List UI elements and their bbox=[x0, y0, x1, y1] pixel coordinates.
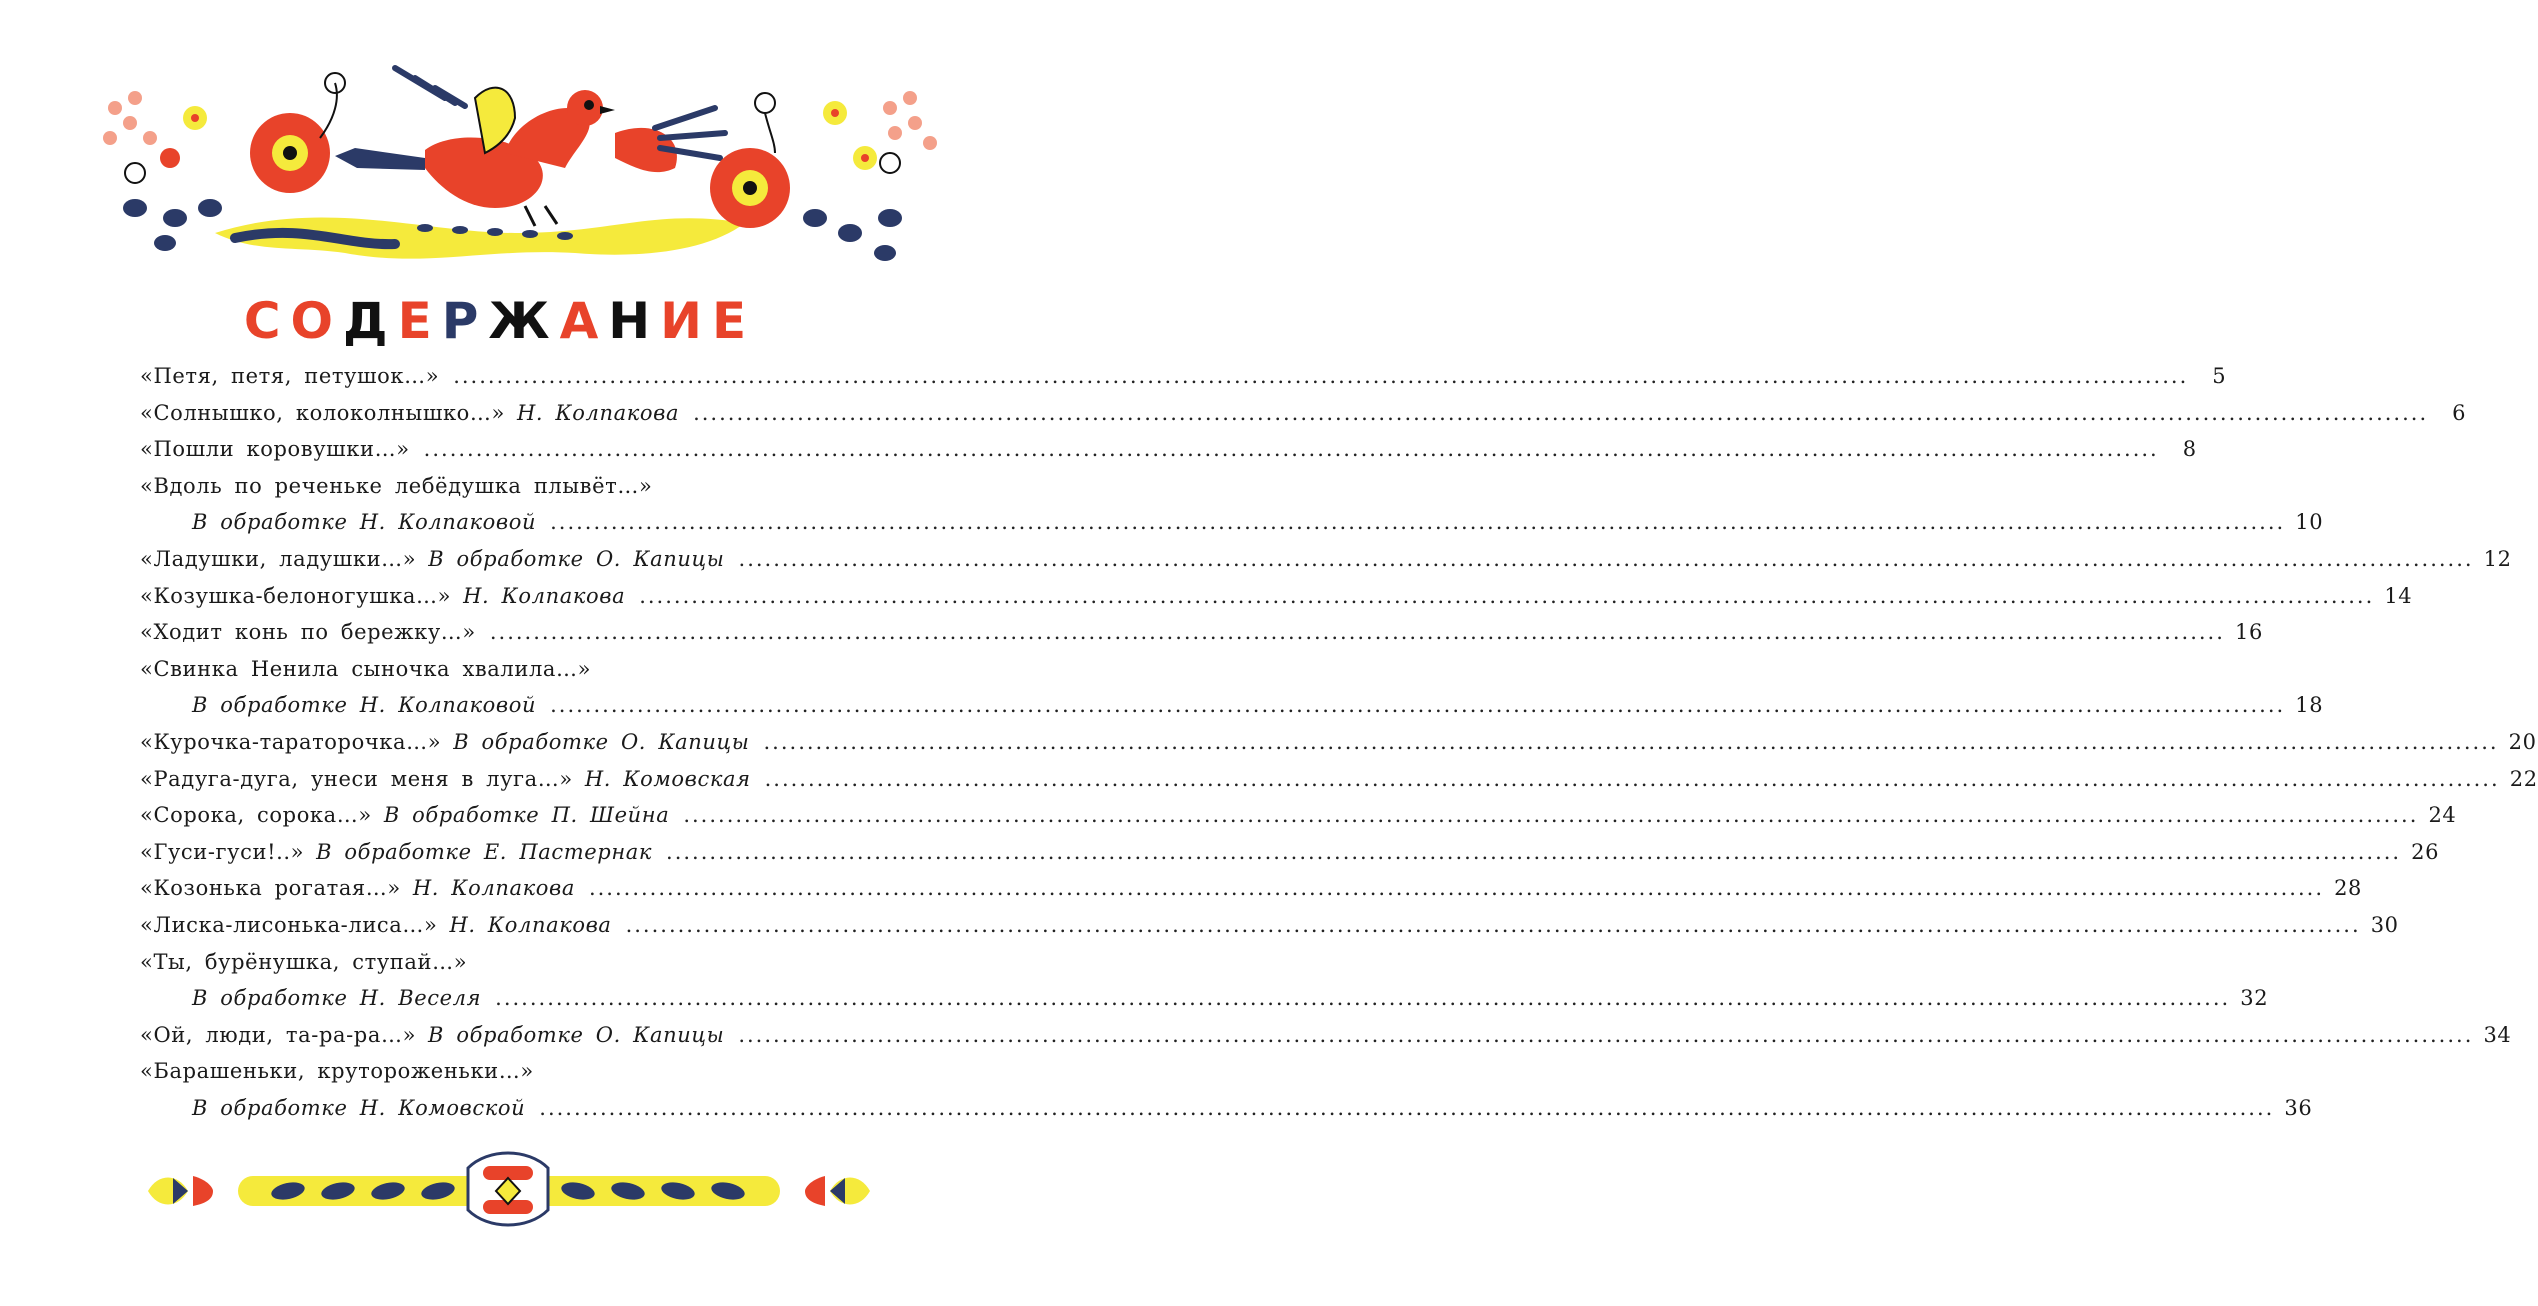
toc-leader-dots: ........................................................................................................................................................................................................ bbox=[738, 1022, 2474, 1047]
toc-leader-dots: ........................................................................................................................................................................................................ bbox=[588, 876, 2325, 901]
toc-entry-title: «Ладушки, ладушки…» bbox=[140, 546, 417, 571]
toc-page-number: 32 bbox=[2240, 986, 2269, 1011]
toc-entry bbox=[140, 1022, 2512, 1060]
toc-entry bbox=[140, 437, 2197, 474]
toc-leader-dots: ........................................................................................................................................................................................................ bbox=[639, 583, 2375, 608]
toc-entry bbox=[140, 583, 2413, 621]
toc-entry-title: «Лиска-лисонька-лиса…» bbox=[140, 912, 438, 937]
toc-leader-dots: ........................................................................................................................................................................................................ bbox=[550, 510, 2286, 535]
toc-page-number: 34 bbox=[2483, 1022, 2512, 1047]
toc-leader-dots: ........................................................................................................................................................................................................ bbox=[764, 766, 2500, 791]
toc-entry-author: Н. Колпакова bbox=[516, 400, 680, 425]
toc-entry-title: «Солнышко, колоколнышко…» bbox=[140, 400, 505, 425]
toc-entry-author: В обработке Н. Колпаковой bbox=[192, 510, 537, 535]
toc-entry bbox=[140, 839, 2440, 877]
toc-entry-author: Н. Колпакова bbox=[463, 583, 626, 608]
toc-entry bbox=[140, 986, 2269, 1023]
toc-entry bbox=[140, 729, 2537, 767]
folk-border-ornament-icon bbox=[138, 1148, 880, 1230]
toc-leader-dots: ........................................................................................................................................................................................................ bbox=[539, 1095, 2275, 1120]
table-of-contents bbox=[140, 364, 2538, 1132]
toc-entry-author: В обработке Н. Комовской bbox=[192, 1095, 526, 1120]
toc-leader-dots: ........................................................................................................................................................................................................ bbox=[489, 620, 2225, 645]
toc-entry-title: «Гуси-гуси!..» bbox=[140, 839, 305, 864]
toc-page-number: 6 bbox=[2452, 400, 2467, 425]
toc-entry-author: В обработке П. Шейна bbox=[383, 803, 670, 828]
toc-entry bbox=[140, 803, 2457, 840]
toc-entry bbox=[140, 693, 2324, 730]
toc-entry-title: «Вдоль по реченьке лебёдушка плывёт…» bbox=[140, 473, 653, 498]
toc-entry-title: «Радуга-дуга, унеси меня в луга…» bbox=[140, 766, 573, 791]
toc-entry-author: Н. Колпакова bbox=[449, 912, 612, 937]
toc-entry-title: «Козонька рогатая…» bbox=[140, 876, 401, 901]
toc-entry-author: В обработке Н. Веселя bbox=[192, 986, 482, 1011]
toc-page-number: 28 bbox=[2334, 876, 2363, 901]
toc-entry bbox=[140, 364, 2227, 401]
toc-leader-dots: ........................................................................................................................................................................................................ bbox=[625, 912, 2361, 937]
toc-entry-title: «Сорока, сорока…» bbox=[140, 803, 372, 828]
toc-page-number: 20 bbox=[2508, 729, 2537, 754]
toc-entry-author: В обработке О. Капицы bbox=[453, 729, 750, 754]
toc-entry-title: «Барашеньки, крутороженьки…» bbox=[140, 1059, 534, 1084]
toc-page-number: 8 bbox=[2182, 437, 2197, 462]
toc-entry bbox=[140, 1059, 890, 1096]
toc-leader-dots: ........................................................................................................................................................................................................ bbox=[423, 437, 2159, 462]
toc-page-number: 26 bbox=[2411, 839, 2440, 864]
toc-page-number: 10 bbox=[2295, 510, 2324, 535]
toc-entry-title: «Козушка-белоногушка…» bbox=[140, 583, 452, 608]
toc-entry-title: «Свинка Ненила сыночка хвалила…» bbox=[140, 656, 592, 681]
toc-leader-dots: ........................................................................................................................................................................................................ bbox=[738, 546, 2474, 571]
toc-entry bbox=[140, 912, 2399, 950]
page-title: СОДЕРЖАНИЕ bbox=[243, 292, 757, 350]
toc-leader-dots: ........................................................................................................................................................................................................ bbox=[550, 693, 2286, 718]
toc-entry-title: «Ты, бурёнушка, ступай…» bbox=[140, 949, 468, 974]
toc-leader-dots: ........................................................................................................................................................................................................ bbox=[763, 729, 2499, 754]
toc-entry bbox=[140, 766, 2538, 804]
toc-entry bbox=[140, 510, 2324, 547]
toc-entry bbox=[140, 1095, 2313, 1133]
toc-page-number: 30 bbox=[2370, 912, 2399, 937]
toc-entry-title: «Ходит конь по бережку…» bbox=[140, 620, 476, 645]
toc-leader-dots: ........................................................................................................................................................................................................ bbox=[683, 803, 2419, 828]
toc-entry-author: Н. Колпакова bbox=[412, 876, 575, 901]
toc-page-number: 5 bbox=[2212, 364, 2227, 388]
toc-page-number: 16 bbox=[2234, 620, 2263, 645]
toc-page-number: 18 bbox=[2295, 693, 2324, 718]
toc-leader-dots: ........................................................................................................................................................................................................ bbox=[666, 839, 2402, 864]
toc-entry bbox=[140, 546, 2512, 584]
toc-leader-dots: ........................................................................................................................................................................................................ bbox=[495, 986, 2231, 1011]
toc-entry bbox=[140, 620, 2263, 657]
toc-leader-dots: ........................................................................................................................................................................................................ bbox=[453, 364, 2189, 388]
toc-page-number: 36 bbox=[2284, 1095, 2313, 1120]
toc-entry-title: «Курочка-тараторочка…» bbox=[140, 729, 442, 754]
folk-bird-flowers-ornament-icon bbox=[95, 58, 945, 298]
toc-entry-title: «Петя, петя, петушок…» bbox=[140, 364, 440, 388]
toc-entry bbox=[140, 950, 890, 987]
toc-entry-author: В обработке Н. Колпаковой bbox=[192, 693, 537, 718]
toc-page-number: 14 bbox=[2384, 583, 2413, 608]
toc-leader-dots: ........................................................................................................................................................................................................ bbox=[693, 400, 2429, 425]
toc-page-number: 12 bbox=[2483, 546, 2512, 571]
toc-entry bbox=[140, 474, 890, 511]
toc-entry-author: В обработке О. Капицы bbox=[428, 546, 725, 571]
toc-entry bbox=[140, 657, 890, 694]
toc-page-number: 24 bbox=[2428, 803, 2457, 828]
toc-entry-author: В обработке Е. Пастернак bbox=[316, 839, 653, 864]
toc-entry-title: «Ой, люди, та-ра-ра…» bbox=[140, 1022, 417, 1047]
toc-entry-author: Н. Комовская bbox=[584, 766, 751, 791]
toc-page-number: 22 bbox=[2509, 766, 2538, 791]
toc-entry bbox=[140, 400, 2467, 438]
toc-entry-author: В обработке О. Капицы bbox=[428, 1022, 725, 1047]
toc-entry bbox=[140, 876, 2363, 913]
toc-entry-title: «Пошли коровушки…» bbox=[140, 437, 410, 462]
